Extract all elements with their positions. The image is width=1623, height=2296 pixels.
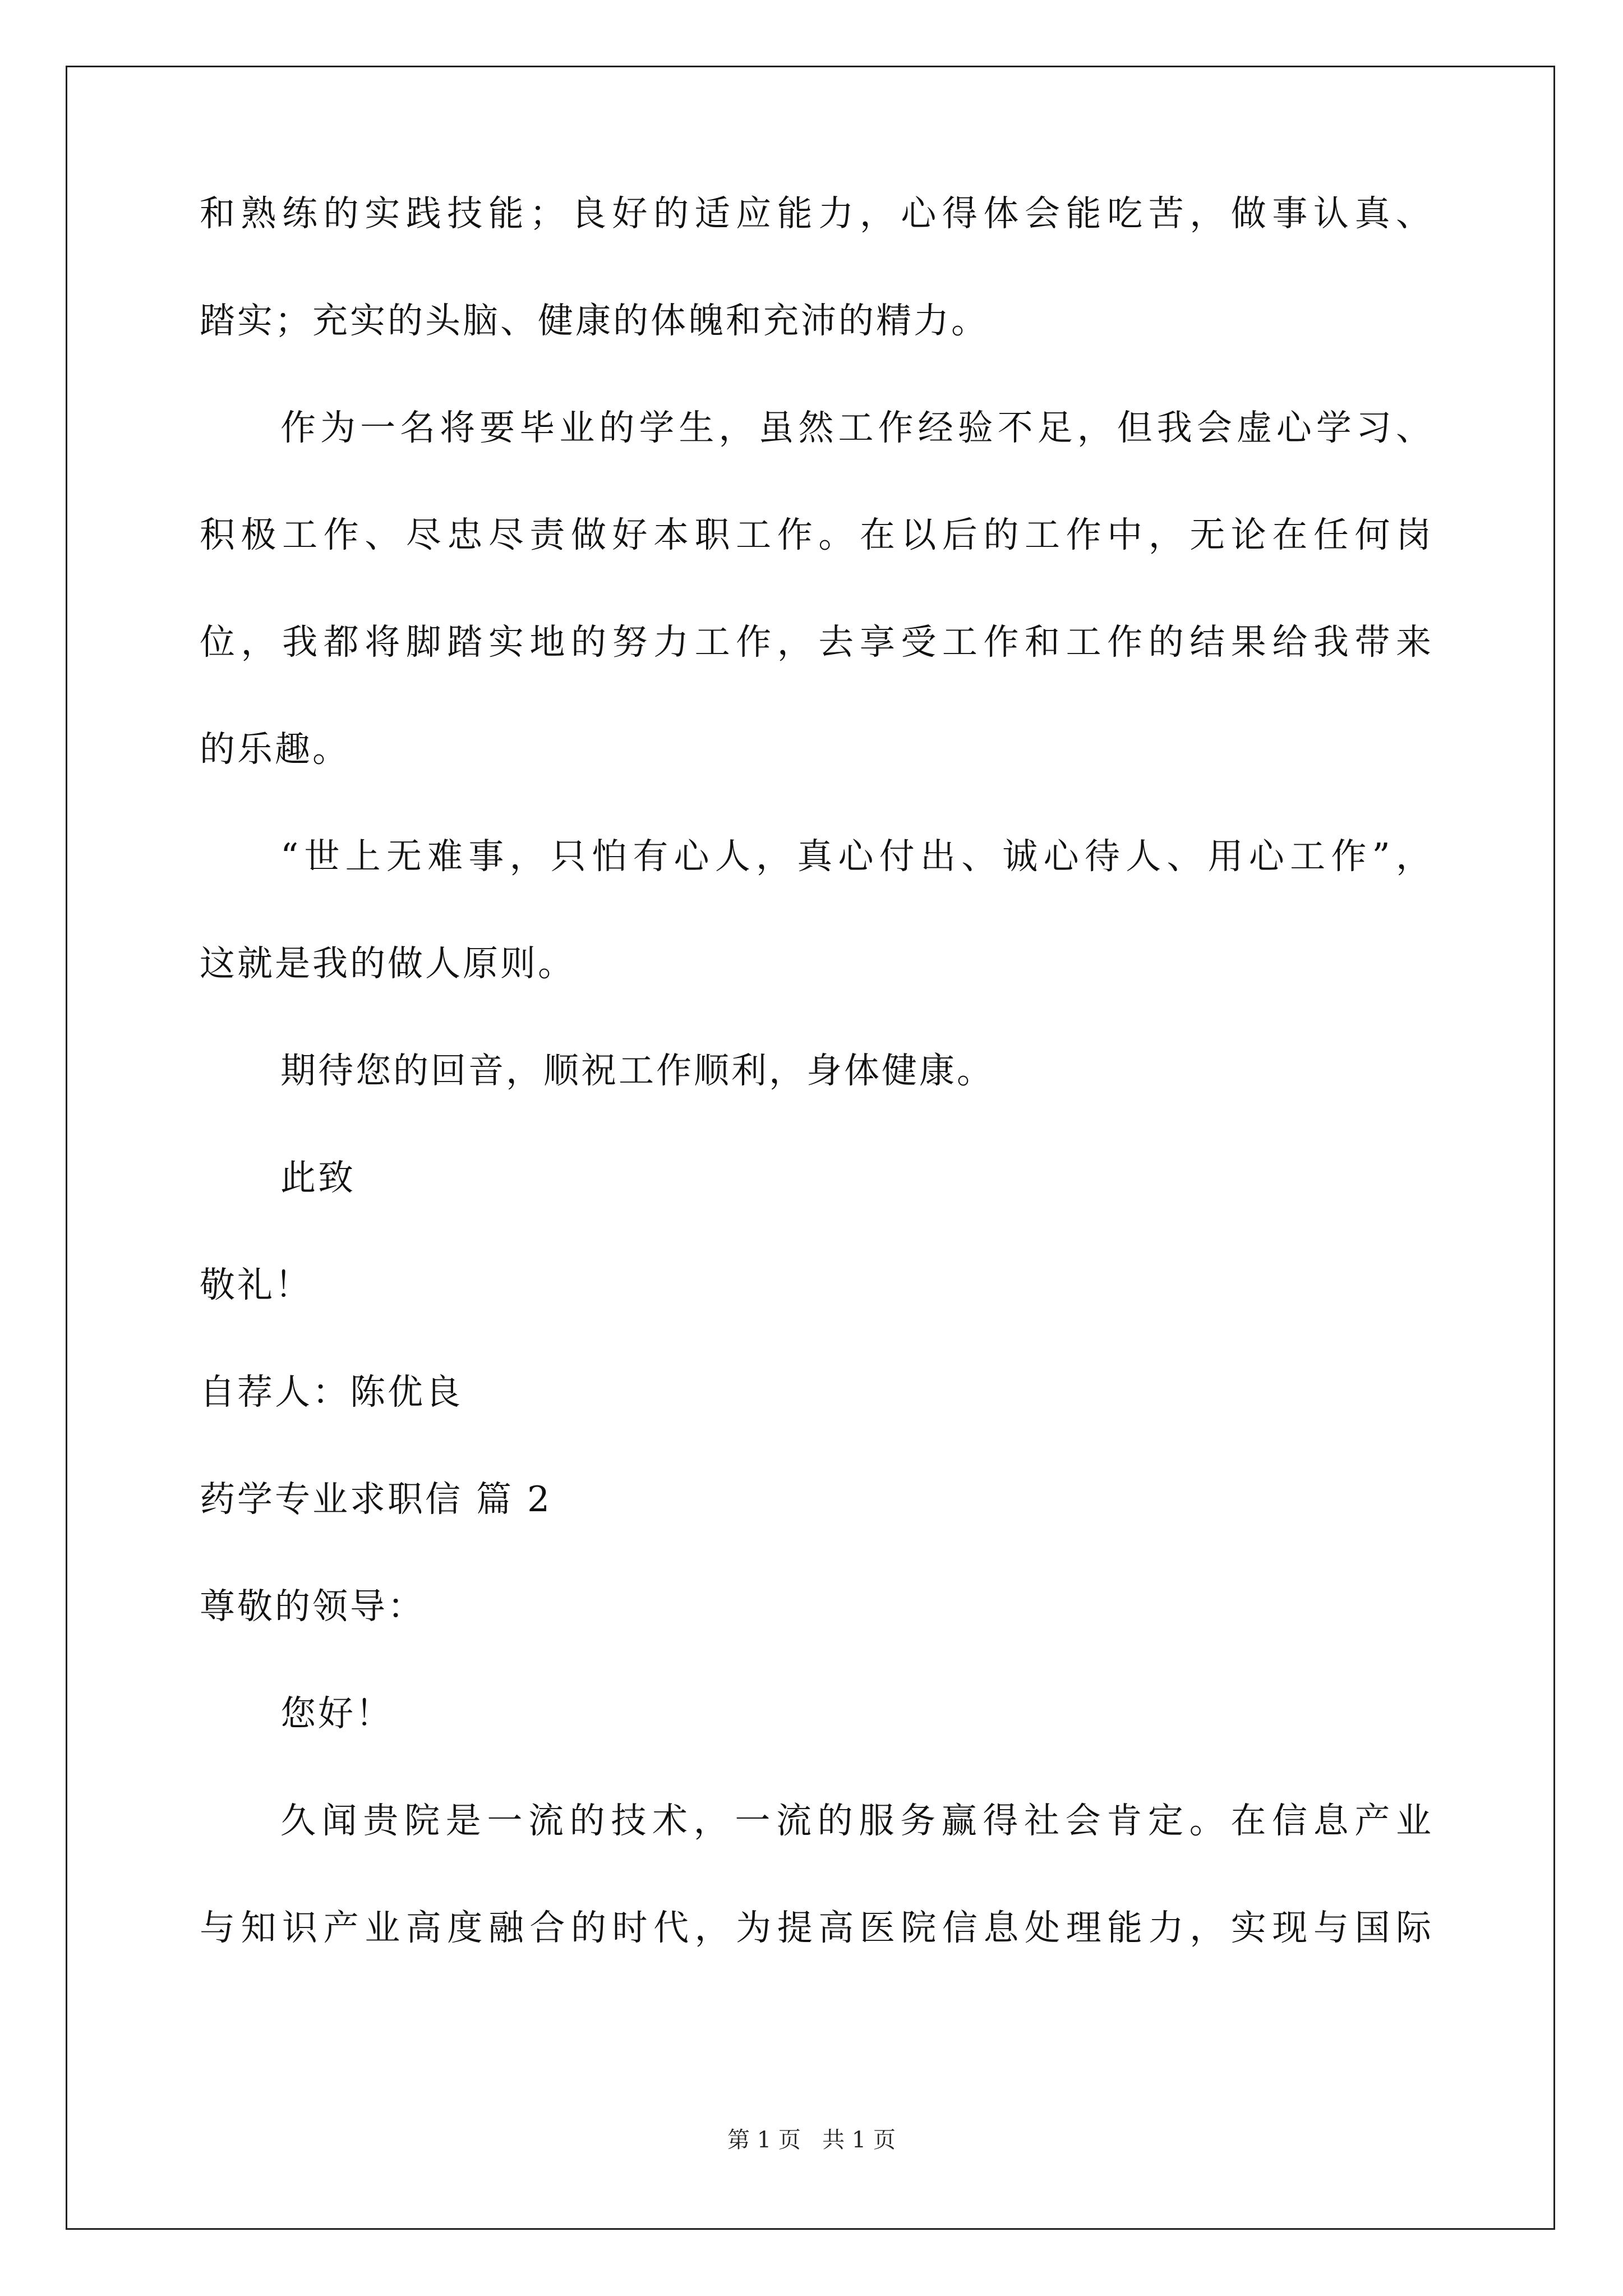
text-line: 和熟练的实践技能；良好的适应能力，心得体会能吃苦，做事认真、: [200, 193, 1433, 234]
greeting-hello: 您好！: [280, 1693, 393, 1734]
section-heading: 药学专业求职信 篇 2: [200, 1479, 552, 1520]
text-line: 与知识产业高度融合的时代，为提高医院信息处理能力，实现与国际: [200, 1907, 1433, 1948]
signature-line: 自荐人：陈优良: [200, 1372, 463, 1412]
closing-respect: 敬礼！: [200, 1264, 312, 1305]
text-line: 作为一名将要毕业的学生，虽然工作经验不足，但我会虚心学习、: [280, 407, 1433, 448]
greeting-line: 尊敬的领导：: [200, 1586, 425, 1627]
text-line: 期待您的回音，顺祝工作顺利，身体健康。: [280, 1050, 994, 1091]
text-line: 这就是我的做人原则。: [200, 943, 575, 984]
text-line: “世上无难事，只怕有心人，真心付出、诚心待人、用心工作”，: [280, 836, 1433, 877]
text-line: 的乐趣。: [200, 729, 350, 770]
letter-body: [200, 190, 1433, 2011]
text-line: 积极工作、尽忠尽责做好本职工作。在以后的工作中，无论在任何岗: [200, 514, 1433, 555]
closing-salutation: 此致: [280, 1157, 356, 1198]
text-line: 位，我都将脚踏实地的努力工作，去享受工作和工作的结果给我带来: [200, 622, 1433, 662]
text-line: 踏实；充实的头脑、健康的体魄和充沛的精力。: [200, 300, 989, 341]
text-line: 久闻贵院是一流的技术，一流的服务赢得社会肯定。在信息产业: [280, 1800, 1433, 1841]
page-number-footer: 第 1 页 共 1 页: [727, 2127, 896, 2153]
